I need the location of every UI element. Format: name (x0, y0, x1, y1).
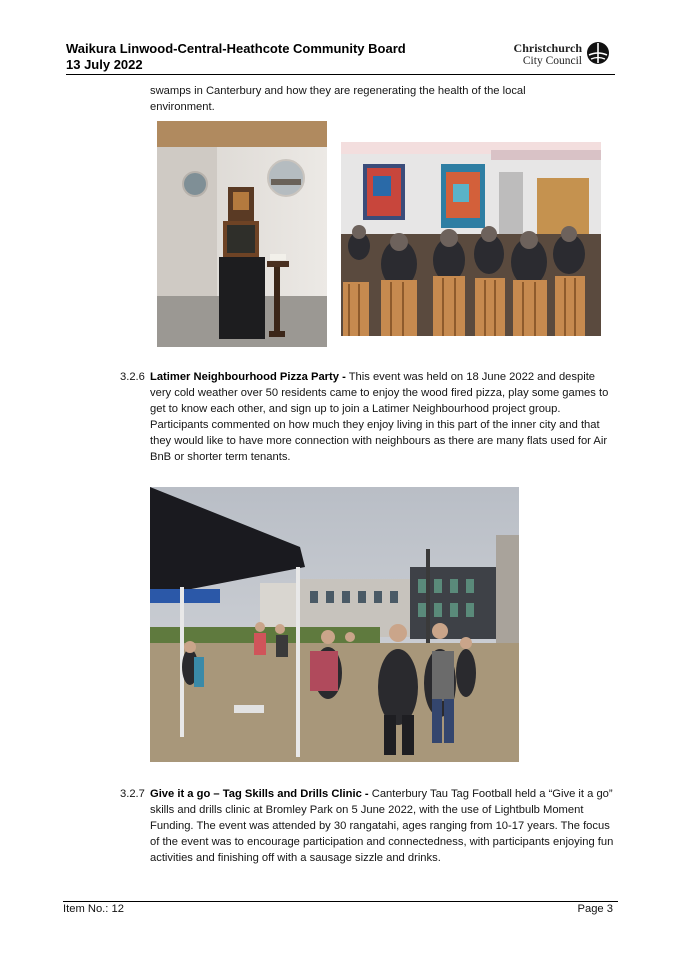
intro-paragraph: swamps in Canterbury and how they are regenerating the health of the local environment. (150, 85, 526, 113)
meeting-date: 13 July 2022 (66, 57, 143, 72)
item-number: Item No.: 12 (63, 903, 124, 915)
section-number: 3.2.6 (120, 371, 145, 383)
section-number: 3.2.7 (120, 788, 145, 800)
header-divider (66, 74, 615, 75)
document-header (66, 41, 406, 73)
photo-park-clinic (150, 487, 519, 762)
photo-audience-talk (341, 142, 601, 336)
council-logo (500, 40, 610, 70)
footer-divider (63, 901, 618, 902)
photo-gallery-display (157, 121, 327, 347)
cathedral-logo-icon (586, 41, 610, 65)
section-heading: Give it a go – Tag Skills and Drills Clinic - (150, 788, 369, 800)
logo-text-line2: City Council (522, 55, 582, 67)
section-paragraph-tag-clinic (150, 786, 616, 866)
section-body: This event was held on 18 June 2022 and despite very cold weather over 50 residents came to enjoy the wood fired pizza, play some games to get to know each other, and sign up to join a Latimer Neighbourhood project group. Participants commented on how much they enjoy living in this part of the inner city and that they would like to have more connection with neighbours as there are many flats used for Air BnB or shorter term tenants. (150, 371, 609, 463)
logo-text-line1: Christchurch (513, 41, 582, 55)
section-heading: Latimer Neighbourhood Pizza Party - (150, 371, 346, 383)
page-number: Page 3 (577, 903, 613, 915)
section-body: Canterbury Tau Tag Football held a “Give it a go” skills and drills clinic at Bromley Park on 5 June 2022, with the use of Lightbulb Moment Funding. The event was attended by 30 rangatahi, ages ranging from 10-17 years. The focus of the event was to encourage participation and connectedness, with participants enjoying fun activities and finishing off with a sausage sizzle and drinks. (150, 788, 614, 864)
board-name: Waikura Linwood-Central-Heathcote Community Board (66, 41, 406, 56)
section-paragraph-pizza-party (150, 369, 616, 465)
